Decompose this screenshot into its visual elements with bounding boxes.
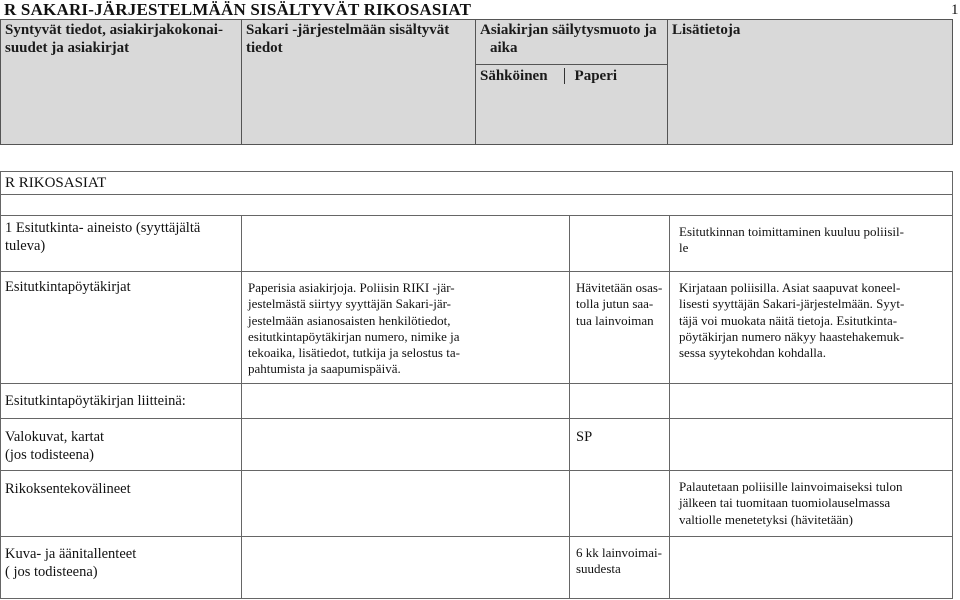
grid-line xyxy=(0,598,953,599)
row6-document-name xyxy=(5,545,136,581)
header-paper-label: Paperi xyxy=(574,68,618,84)
row1-additional-info xyxy=(679,224,904,257)
row6-retention-line1: 6 kk lainvoimai- xyxy=(576,545,662,560)
row4-document-name-line2: (jos todisteena) xyxy=(5,447,94,463)
row2-additional-info-line2: lisesti syyttäjän Sakari-järjestelmään. Syyt- xyxy=(679,296,905,312)
header-col-documents-line2: suudet ja asiakirjat xyxy=(5,40,130,56)
row2-retention-line3: tua lainvoiman xyxy=(576,312,654,328)
grid-line xyxy=(0,536,953,537)
header-col-system-data xyxy=(242,20,476,145)
row5-additional-info-line2: jälkeen tai tuomitaan tuomiolauselmassa xyxy=(679,495,891,511)
row5-additional-info xyxy=(679,479,903,528)
row6-document-name-line2: ( jos todisteena) xyxy=(5,564,98,580)
row1-additional-info-line2: le xyxy=(679,240,689,256)
row2-document-name: Esitutkintapöytäkirjat xyxy=(5,279,131,295)
row2-system-data-line2: jestelmästä siirtyy syyttäjän Sakari-jär- xyxy=(248,296,451,312)
header-electronic-label: Sähköinen xyxy=(480,68,548,84)
grid-line xyxy=(0,383,953,384)
grid-line xyxy=(569,215,570,599)
grid-line xyxy=(0,171,953,172)
row2-retention-line2: tolla jutun saa- xyxy=(576,296,654,312)
header-col-additional-info: Lisätietoja xyxy=(668,20,953,145)
header-col-system-data-line2: tiedot xyxy=(246,40,283,56)
row4-document-name xyxy=(5,428,104,464)
header-col-retention-line1: Asiakirjan säilytysmuoto ja xyxy=(480,22,657,38)
section-title: R RIKOSASIAT xyxy=(5,175,107,191)
row2-additional-info-line3: täjä voi muokata näitä tietoja. Esitutkinta- xyxy=(679,312,898,328)
row1-document-name-line2: tuleva) xyxy=(5,238,46,254)
header-col-retention xyxy=(476,20,668,145)
grid-line xyxy=(0,215,953,216)
row2-additional-info-line5: sessa syytekohdan kohdalla. xyxy=(679,345,826,361)
row2-system-data-line5: tekoaika, lisätiedot, tutkija ja selostus ta- xyxy=(248,345,460,361)
row1-document-name-line1: 1 Esitutkinta- aineisto (syyttäjältä xyxy=(5,220,201,236)
row2-system-data-line6: pahtumista ja saapumispäivä. xyxy=(248,361,401,377)
grid-line xyxy=(0,271,953,272)
row1-document-name xyxy=(5,219,200,255)
row5-additional-info-line1: Palautetaan poliisille lainvoimaiseksi tulon xyxy=(679,479,903,494)
row2-system-data-line3: jestelmään asianosaisten henkilötiedot, xyxy=(248,312,451,328)
header-col-documents-line1: Syntyvät tiedot, asiakirjakokonai- xyxy=(5,22,223,38)
row2-additional-info-line1: Kirjataan poliisilla. Asiat saapuvat koneel- xyxy=(679,280,901,295)
grid-line xyxy=(0,418,953,419)
grid-line xyxy=(0,194,953,195)
row4-retention: SP xyxy=(576,429,593,445)
header-col-documents xyxy=(1,20,242,145)
document-title: R SAKARI-JÄRJESTELMÄÄN SISÄLTYVÄT RIKOSASIAT xyxy=(4,0,472,19)
row2-system-data xyxy=(248,280,460,378)
page-number: 1 xyxy=(951,2,959,18)
row1-additional-info-line1: Esitutkinnan toimittaminen kuuluu poliisil- xyxy=(679,224,904,239)
row3-attachments-heading: Esitutkintapöytäkirjan liitteinä: xyxy=(5,393,186,409)
header-col-retention-line2: aika xyxy=(490,40,518,56)
row4-document-name-line1: Valokuvat, kartat xyxy=(5,429,105,445)
row6-retention xyxy=(576,545,662,578)
grid-line xyxy=(0,470,953,471)
grid-line xyxy=(669,215,670,599)
column-header-table xyxy=(0,19,953,145)
row5-document-name: Rikoksentekovälineet xyxy=(5,481,131,497)
grid-line xyxy=(0,171,1,599)
row2-additional-info-line4: pöytäkirjan numero näkyy haastehakemuk- xyxy=(679,328,904,344)
row2-additional-info xyxy=(679,280,904,361)
row6-retention-line2: suudesta xyxy=(576,561,621,577)
row6-document-name-line1: Kuva- ja äänitallenteet xyxy=(5,546,137,562)
row2-system-data-line4: esitutkintapöytäkirjan numero, nimike ja xyxy=(248,328,460,344)
header-col-system-data-line1: Sakari -järjestelmään sisältyvät xyxy=(246,22,450,38)
row2-retention-line1: Hävitetään osas- xyxy=(576,280,663,295)
grid-line xyxy=(241,215,242,599)
grid-line xyxy=(952,171,953,599)
row2-system-data-line1: Paperisia asiakirjoja. Poliisin RIKI -jär- xyxy=(248,280,455,295)
row2-retention xyxy=(576,280,662,329)
header-divider xyxy=(564,68,565,84)
row5-additional-info-line3: valtiolle menetetyksi (hävitetään) xyxy=(679,511,853,527)
